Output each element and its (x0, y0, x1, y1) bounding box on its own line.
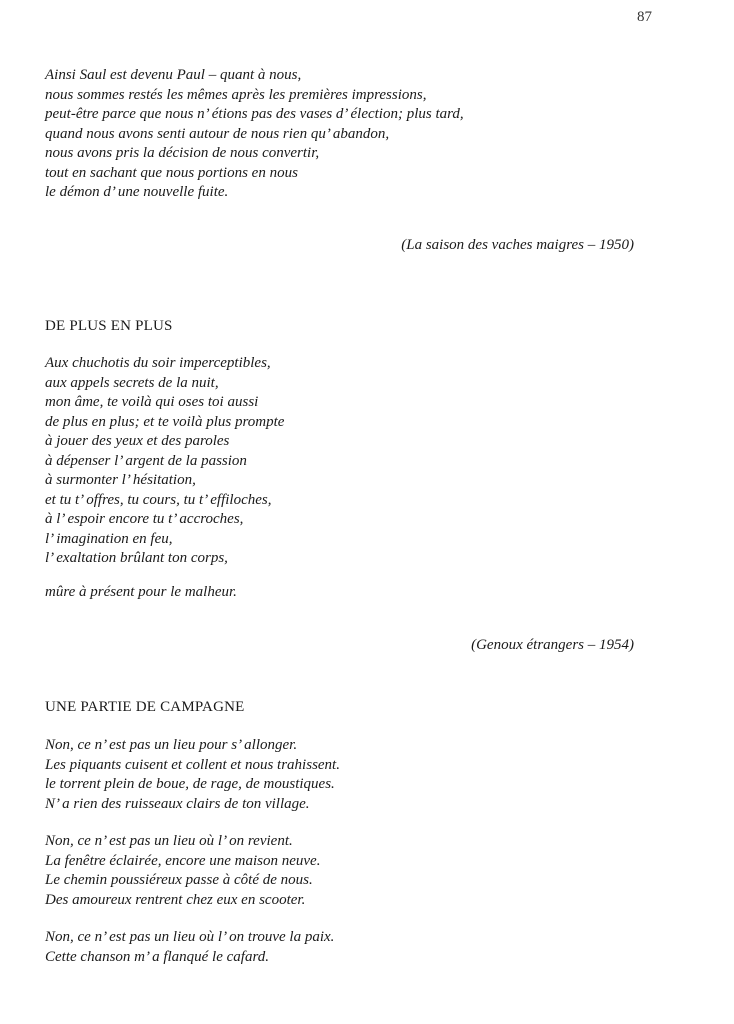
poem-line: à l’ espoir encore tu t’ accroches, (45, 511, 244, 527)
poem-line: l’ imagination en feu, (45, 530, 173, 547)
poem-line: La fenêtre éclairée, encore une maison neuve. (45, 852, 321, 869)
poem-line: Le chemin poussiéreux passe à côté de nous. (45, 872, 313, 888)
poem-line: le démon d’ une nouvelle fuite. (45, 184, 229, 200)
poem-line: aux appels secrets de la nuit, (45, 374, 219, 391)
poem3-stanza-2 (45, 832, 320, 910)
poem-line: mûre à présent pour le malheur. (45, 584, 237, 600)
poem3-stanza-1 (45, 736, 340, 814)
poem-line: Aux chuchotis du soir imperceptibles, (45, 355, 271, 371)
poem-line: peut-être parce que nous n’ étions pas des vases d’ élection; plus tard, (45, 106, 464, 122)
poem-line: et tu t’ offres, tu cours, tu t’ effiloches, (45, 491, 272, 508)
poem-line: Non, ce n’ est pas un lieu où l’ on revient. (45, 833, 293, 849)
poem-line: nous avons pris la décision de nous convertir, (45, 145, 320, 161)
poem2-attribution: (Genoux étrangers – 1954) (471, 637, 634, 653)
poem-line: à jouer des yeux et des paroles (45, 433, 230, 449)
poem-line: Non, ce n’ est pas un lieu où l’ on trouve la paix. (45, 929, 335, 945)
poem-line: le torrent plein de boue, de rage, de moustiques. (45, 776, 335, 792)
poem-line: Les piquants cuisent et collent et nous trahissent. (45, 756, 340, 773)
poem-line: tout en sachant que nous portions en nous (45, 164, 298, 181)
poem2-stanza (45, 354, 284, 569)
poem2-last-line (45, 583, 237, 603)
poem-line: de plus en plus; et te voilà plus prompte (45, 413, 285, 430)
poem3-title: UNE PARTIE DE CAMPAGNE (45, 699, 245, 715)
poem-line: quand nous avons senti autour de nous rien qu’ abandon, (45, 125, 390, 142)
poem1-attribution: (La saison des vaches maigres – 1950) (401, 237, 634, 253)
poem-line: à surmonter l’ hésitation, (45, 472, 196, 488)
poem-line: nous sommes restés les mêmes après les premières impressions, (45, 86, 427, 103)
poem-line: Des amoureux rentrent chez eux en scooter. (45, 891, 306, 908)
poem-line: Ainsi Saul est devenu Paul – quant à nous, (45, 67, 302, 83)
page-number: 87 (637, 9, 652, 25)
poem-line: Non, ce n’ est pas un lieu pour s’ allonger. (45, 737, 298, 753)
poem3-stanza-3 (45, 928, 334, 967)
poem-line: Cette chanson m’ a flanqué le cafard. (45, 948, 269, 965)
poem2-title: DE PLUS EN PLUS (45, 318, 173, 334)
poem-line: l’ exaltation brûlant ton corps, (45, 550, 228, 566)
poem-line: mon âme, te voilà qui oses toi aussi (45, 394, 259, 410)
poem-line: N’ a rien des ruisseaux clairs de ton village. (45, 795, 310, 812)
poem-line: à dépenser l’ argent de la passion (45, 452, 247, 469)
poem1-stanza (45, 66, 464, 203)
